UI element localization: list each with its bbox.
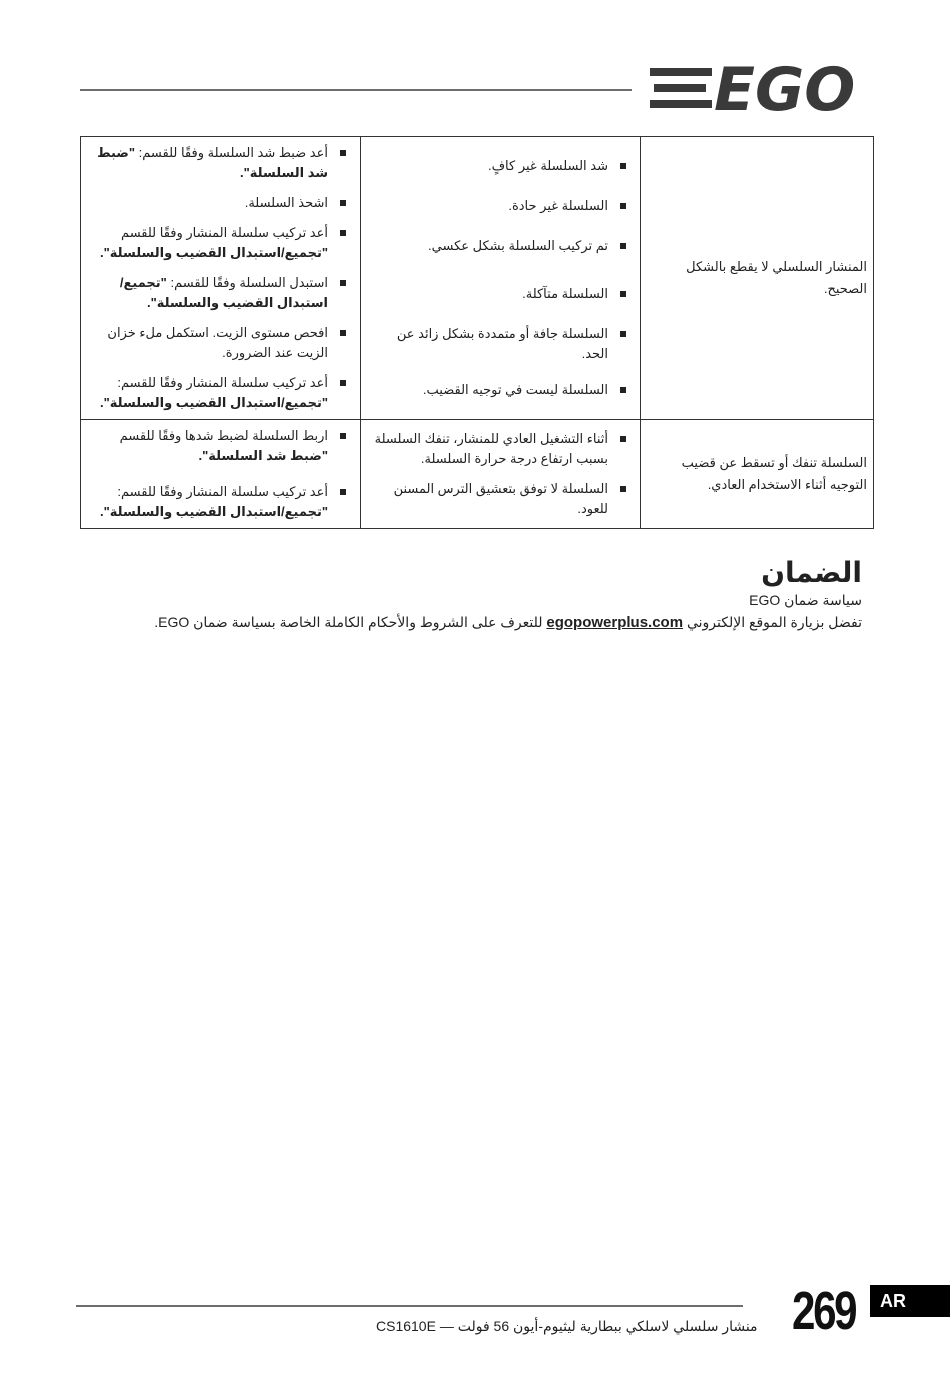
solution-item: أعد تركيب سلسلة المنشار وفقًا للقسم: "تجميع/استبدال القضيب والسلسلة". <box>87 482 348 522</box>
solution-item: اشحذ السلسلة. <box>87 193 348 213</box>
solution-item: أعد تركيب سلسلة المنشار وفقًا للقسم: "تجميع/استبدال القضيب والسلسلة". <box>87 373 348 413</box>
solution-item: استبدل السلسلة وفقًا للقسم: "تجميع/استبدال القضيب والسلسلة". <box>87 273 348 313</box>
solution-item: أعد تركيب سلسلة المنشار وفقًا للقسم "تجميع/استبدال القضيب والسلسلة". <box>87 223 348 263</box>
table-row <box>81 420 874 529</box>
warranty-policy-label: سياسة ضمان EGO <box>749 592 862 608</box>
solutions-cell <box>81 420 361 529</box>
cause-item: السلسلة جافة أو متمددة بشكل زائد عن الحد. <box>367 324 628 364</box>
ego-logo <box>650 62 860 114</box>
causes-cell <box>361 137 641 420</box>
footer-rule <box>76 1305 743 1307</box>
troubleshooting-table <box>80 136 874 529</box>
problem-cell <box>641 137 874 420</box>
cause-item: شد السلسلة غير كافٍ. <box>367 156 628 176</box>
logo-text: EGO <box>714 62 856 114</box>
warranty-title: الضمان <box>761 557 862 588</box>
table-row <box>81 137 874 420</box>
egopowerplus-link[interactable]: egopowerplus.com <box>546 614 684 631</box>
solution-item: أعد ضبط شد السلسلة وفقًا للقسم: "ضبط شد السلسلة". <box>87 143 348 183</box>
page-number: 269 <box>792 1281 856 1341</box>
causes-cell <box>361 420 641 529</box>
solution-item: اربط السلسلة لضبط شدها وفقًا للقسم "ضبط شد السلسلة". <box>87 426 348 466</box>
problem-text: السلسلة تنفك أو تسقط عن قضيب التوجيه أثناء الاستخدام العادي. <box>681 455 867 492</box>
cause-item: السلسلة لا توفق بتعشيق الترس المسنن للعود. <box>367 479 628 519</box>
solutions-cell <box>81 137 361 420</box>
cause-item: السلسلة ليست في توجيه القضيب. <box>367 380 628 400</box>
cause-item: السلسلة متآكلة. <box>367 284 628 304</box>
header-rule <box>80 89 632 91</box>
language-badge: AR <box>870 1285 950 1317</box>
problem-text: المنشار السلسلي لا يقطع بالشكل الصحيح. <box>686 259 867 296</box>
problem-cell <box>641 420 874 529</box>
cause-item: تم تركيب السلسلة بشكل عكسي. <box>367 236 628 256</box>
solution-item: افحص مستوى الزيت. استكمل ملء خزان الزيت عند الضرورة. <box>87 323 348 363</box>
footer-product-text: CS1610E — منشار سلسلي لاسلكي ببطارية ليثيوم-أيون 56 فولت <box>376 1318 758 1334</box>
cause-item: السلسلة غير حادة. <box>367 196 628 216</box>
warranty-policy-line: تفضل بزيارة الموقع الإلكتروني egopowerplus.com للتعرف على الشروط والأحكام الكاملة الخاصة بسياسة ضمان EGO. <box>154 614 862 631</box>
cause-item: أثناء التشغيل العادي للمنشار، تنفك السلسلة بسبب ارتفاع درجة حرارة السلسلة. <box>367 429 628 469</box>
